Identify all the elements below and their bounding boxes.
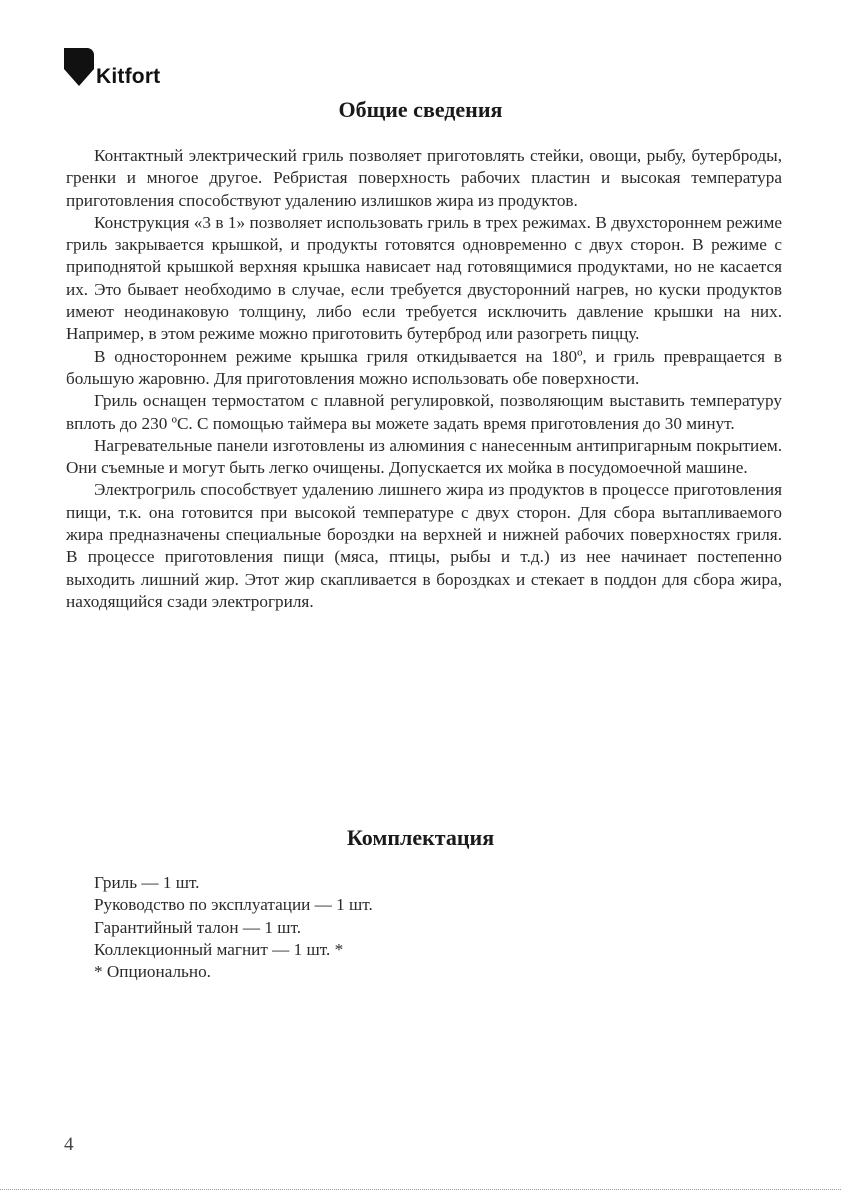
kit-list [94,872,373,961]
brand-logo [64,48,160,88]
kit-list-item: Коллекционный магнит — 1 шт. * [94,939,344,959]
kit-list-item: Гриль — 1 шт. [94,873,200,892]
section-title-general: Общие сведения [338,97,503,122]
footer-divider [0,1189,841,1190]
page-number: 4 [64,1134,74,1155]
general-body [66,145,782,613]
paragraph: Электрогриль способствует удалению лишнего жира из продуктов в процессе приготовления пищи, т.к. она готовится при высокой температуре с двух сторон. Для сбора вытапливаемого жира предназначены специальные бороздки на верхней и нижней рабочих поверхностях гриля. В процессе приготовления пищи (мяса, птицы, рыбы и т.д.) из нее начинает постепенно выходить лишний жир. Этот жир скапливается в бороздках и стекает в поддон для сбора жира, находящийся сзади электрогриля. [66,480,782,611]
kit-footnote: * Опционально. [94,962,211,981]
section-title-kit: Комплектация [346,825,495,850]
paragraph: Гриль оснащен термостатом с плавной регулировкой, позволяющим выставить температуру вплоть до 230 ºС. С помощью таймера вы можете задать время приготовления до 30 минут. [66,391,782,433]
kit-list-item: Руководство по эксплуатации — 1 шт. [94,895,373,915]
paragraph: Контактный электрический гриль позволяет приготовлять стейки, овощи, рыбу, бутерброды, гренки и многое другое. Ребристая поверхность рабочих пластин и высокая температура приготовления способствуют удалению излишков жира из продуктов. [66,146,782,210]
kitfort-logo-icon [64,48,94,88]
paragraph: Конструкция «3 в 1» позволяет использовать гриль в трех режимах. В двухстороннем режиме гриль закрывается крышкой, и продукты готовятся одновременно с двух сторон. В режиме с приподнятой крышкой верхняя крышка нависает над готовящимися продуктами, но не касается их. Это бывает необходимо в случае, если требуется двусторонний нагрев, но куски продуктов имеют неодинаковую толщину, либо если требуется исключить давление крышки на них. Например, в этом режиме можно приготовить бутерброд или разогреть пиццу. [66,212,782,344]
brand-name: Kitfort [96,65,161,88]
paragraph: В одностороннем режиме крышка гриля откидывается на 180º, и гриль превращается в большую жаровню. Для приготовления можно использовать обе поверхности. [66,346,782,388]
kit-list-item: Гарантийный талон — 1 шт. [94,917,301,937]
paragraph: Нагревательные панели изготовлены из алюминия с нанесенным антипригарным покрытием. Они съемные и могут быть легко очищены. Допускается их мойка в посудомоечной машине. [66,435,782,478]
